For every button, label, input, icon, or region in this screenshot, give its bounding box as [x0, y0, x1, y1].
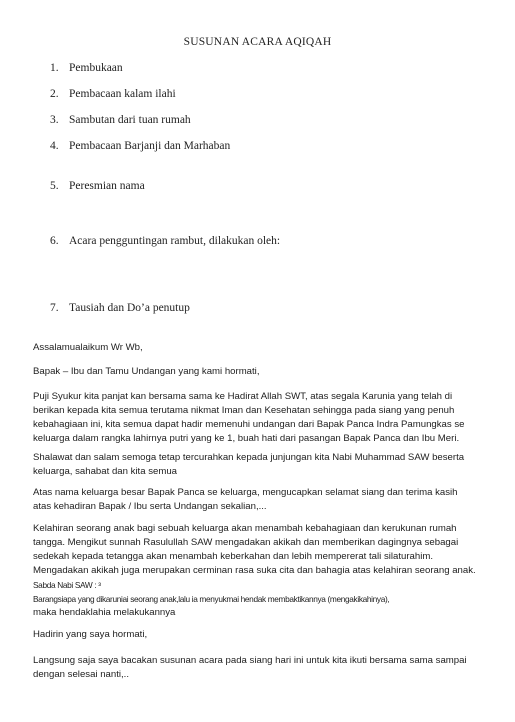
agenda-number: 6. — [50, 235, 59, 247]
agenda-item — [50, 302, 190, 314]
paragraph-line: kebahagiaan ini, kita semua dapat hadir memenuhi undangan dari Bapak Panca Indra Pamungkas se — [33, 419, 465, 430]
agenda-item — [50, 114, 191, 126]
agenda-item — [50, 140, 230, 152]
agenda-text: Pembacaan Barjanji dan Marhaban — [69, 140, 231, 152]
paragraph-line: Bapak – Ibu dan Tamu Undangan yang kami hormati, — [33, 366, 260, 377]
closing-paragraph — [33, 654, 503, 682]
document-title: SUSUNAN ACARA AQIQAH — [183, 36, 332, 48]
agenda-text: Pembukaan — [69, 62, 123, 74]
paragraph-line: atas kehadiran Bapak / Ibu serta Undangan sekalian,... — [33, 501, 267, 512]
agenda-text: Acara pengguntingan rambut, dilakukan oleh: — [69, 235, 281, 247]
paragraph-line: Sabda Nabi SAW : ³ — [33, 580, 101, 590]
paragraph-line: Langsung saja saya bacakan susunan acara pada siang hari ini untuk kita ikuti bersama sama sampai — [33, 655, 467, 666]
agenda-item — [50, 62, 123, 74]
agenda-text: Sambutan dari tuan rumah — [69, 114, 191, 126]
gratitude-paragraph — [33, 390, 503, 446]
paragraph-line: Barangsiapa yang dikaruniai seorang anak,lalu ia menyukmai hendak membaktikannya (mengakikahinya), — [33, 594, 390, 604]
agenda-item — [50, 180, 145, 192]
paragraph-line: Assalamualaikum Wr Wb, — [33, 342, 143, 353]
paragraph-line: tangga. Mengikut sunnah Rasulullah SAW mengadakan akikah dan memberikan dagingnya sebagai — [33, 537, 459, 548]
paragraph-line: berikan kepada kita semua terutama nikmat Iman dan Kesehatan sehingga pada siang yang penuh — [33, 405, 455, 416]
greeting-paragraph — [33, 341, 503, 355]
paragraph-line: Kelahiran seorang anak bagi sebuah keluarga akan menambah kebahagiaan dan kerukunan rumah — [33, 523, 457, 534]
agenda-item — [50, 235, 280, 247]
agenda-number: 4. — [50, 140, 59, 152]
paragraph-line: sedekah kepada tetangga akan menambah keberkahan dan lebih mempererat tali silaturahim. — [33, 551, 433, 562]
aqiqah-paragraph — [33, 522, 503, 620]
agenda-number: 5. — [50, 180, 59, 192]
agenda-number: 3. — [50, 114, 59, 126]
paragraph-line: Atas nama keluarga besar Bapak Panca se keluarga, mengucapkan selamat siang dan terima kasih — [33, 487, 458, 498]
agenda-number: 2. — [50, 88, 59, 100]
agenda-text: Peresmian nama — [69, 180, 145, 192]
agenda-number: 7. — [50, 302, 59, 314]
paragraph-line: keluarga dalam rangka lahirnya putri yang ke 1, buah hati dari pasangan Bapak Panca dan Ibu Meri. — [33, 433, 460, 444]
address-paragraph — [33, 365, 503, 379]
paragraph-line: Hadirin yang saya hormati, — [33, 629, 148, 640]
agenda-text: Pembacaan kalam ilahi — [69, 88, 176, 100]
paragraph-line: Puji Syukur kita panjat kan bersama sama ke Hadirat Allah SWT, atas segala Karunia yang telah di — [33, 391, 453, 402]
paragraph-line: Mengadakan akikah juga merupakan cerminan rasa suka cita dan bahagia atas kelahiran seorang anak. — [33, 565, 476, 576]
paragraph-line: keluarga, sahabat dan kita semua — [33, 466, 177, 477]
hadirin-paragraph — [33, 628, 503, 642]
agenda-text: Tausiah dan Do’a penutup — [69, 302, 190, 314]
agenda-item — [50, 88, 176, 100]
shalawat-paragraph — [33, 451, 503, 479]
paragraph-line: maka hendaklahia melakukannya — [33, 607, 176, 618]
paragraph-line: Shalawat dan salam semoga tetap tercurahkan kepada junjungan kita Nabi Muhammad SAW beserta — [33, 452, 465, 463]
paragraph-line: dengan selesai nanti,.. — [33, 669, 130, 680]
agenda-number: 1. — [50, 62, 59, 74]
welcome-paragraph — [33, 486, 503, 514]
